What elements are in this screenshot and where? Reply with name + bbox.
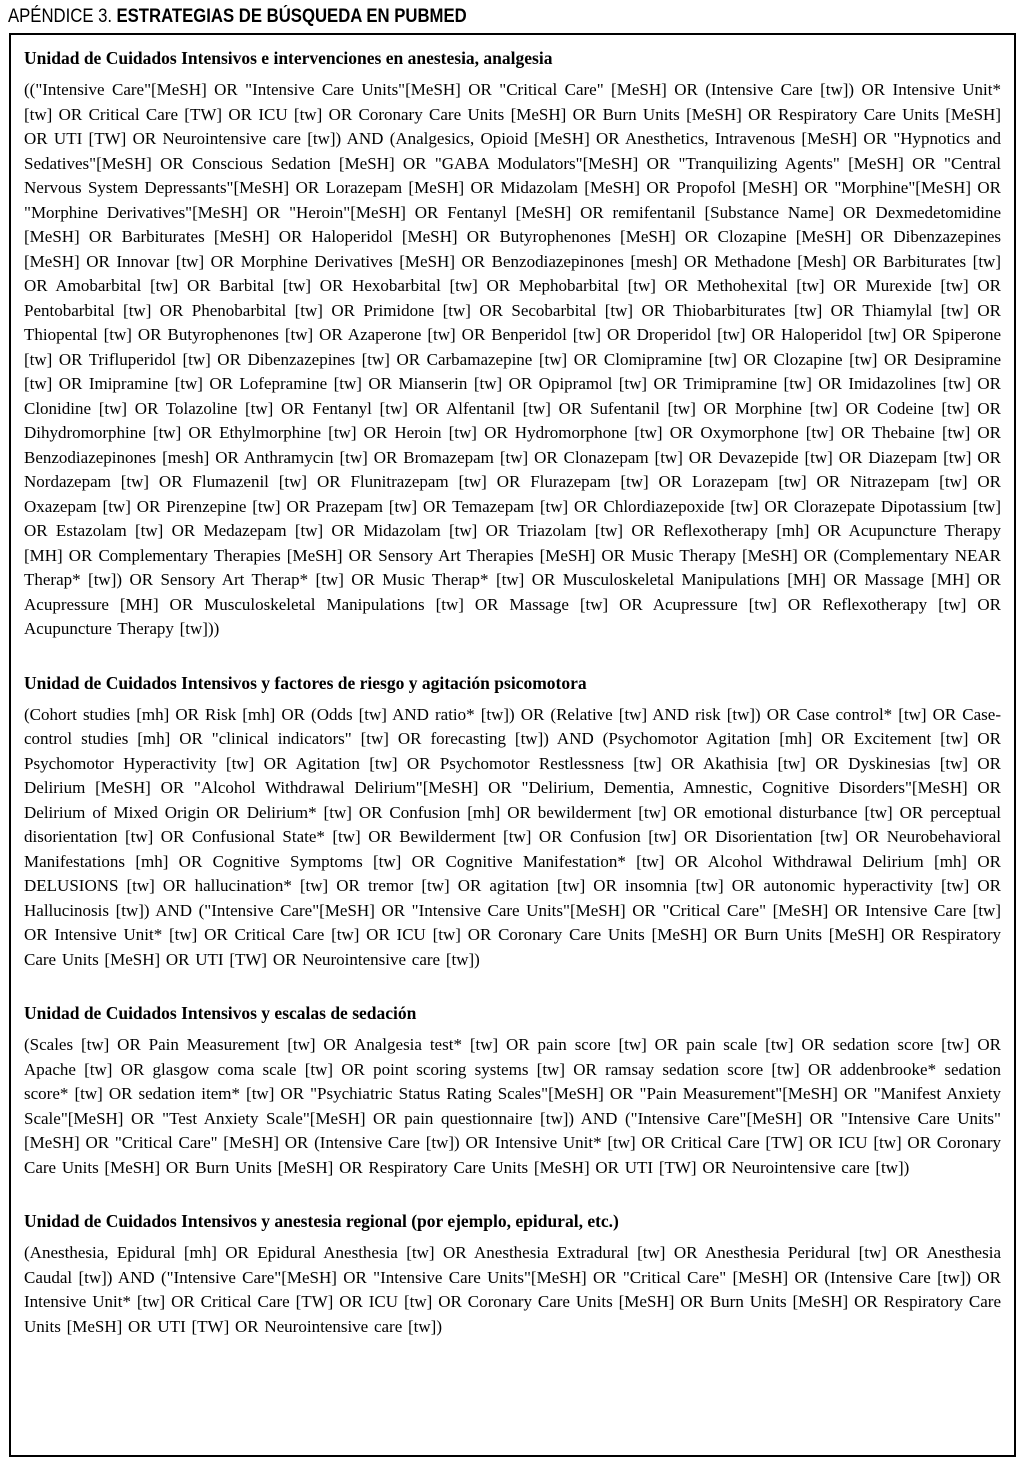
section-4-heading: Unidad de Cuidados Intensivos y anestesia regional (por ejemplo, epidural, etc.) [24,1211,619,1231]
section-3-heading: Unidad de Cuidados Intensivos y escalas de sedación [24,1003,417,1023]
page-title-prefix: APÉNDICE 3. [8,6,113,27]
section-4-query: (Anesthesia, Epidural [mh] OR Epidural Anesthesia [tw] OR Anesthesia Extradural [tw] OR Anesthesia Peridural [tw] OR Anesthesia Caudal [tw]) AND ("Intensive Care"[MeSH] OR "Intensive Care Units"[MeSH] OR "Critical Care" [MeSH] OR (Intensive Care [tw]) OR Intensive Unit* [tw] OR Critical Care [TW] OR ICU [tw] OR Coronary Care Units [MeSH] OR Burn Units [MeSH] OR Respiratory Care Units [MeSH] OR UTI [TW] OR Neurointensive care [tw]) [24,1243,1001,1336]
section-uci-intervenciones [24,47,1001,642]
section-1-heading: Unidad de Cuidados Intensivos e intervenciones en anestesia, analgesia [24,48,553,68]
section-uci-escalas-sedacion [24,1002,1001,1180]
section-2-query: (Cohort studies [mh] OR Risk [mh] OR (Odds [tw] AND ratio* [tw]) OR (Relative [tw] AND risk [tw]) OR Case control* [tw] OR Case-control studies [mh] OR "clinical indicators" [tw] OR forecasting [tw]) AND (Psychomotor Agitation [mh] OR Excitement [tw] OR Psychomotor Hyperactivity [tw] OR Agitation [tw] OR Psychomotor Restlessness [tw] OR Akathisia [tw] OR Dyskinesias [tw] OR Delirium [MeSH] OR "Alcohol Withdrawal Delirium"[MeSH] OR "Delirium, Dementia, Amnestic, Cognitive Disorders"[MeSH] OR Delirium of Mixed Origin OR Delirium* [tw] OR Confusion [mh] OR bewilderment [tw] OR emotional disturbance [tw] OR perceptual disorientation [tw] OR Confusional State* [tw] OR Bewilderment [tw] OR Confusion [tw] OR Disorientation [tw] OR Neurobehavioral Manifestations [mh] OR Cognitive Symptoms [tw] OR Cognitive Manifestation* [tw] OR Alcohol Withdrawal Delirium [mh] OR DELUSIONS [tw] OR hallucination* [tw] OR tremor [tw] OR agitation [tw] OR insomnia [tw] OR autonomic hyperactivity [tw] OR Hallucinosis [tw]) AND ("Intensive Care"[MeSH] OR "Intensive Care Units"[MeSH] OR "Critical Care" [MeSH] OR Intensive Care [tw] OR Intensive Unit* [tw] OR Critical Care [tw] OR ICU [tw] OR Coronary Care Units [MeSH] OR Burn Units [MeSH] OR Respiratory Care Units [MeSH] OR UTI [TW] OR Neurointensive care [tw]) [24,704,1001,969]
page-title-main: ESTRATEGIAS DE BÚSQUEDA EN PUBMED [116,6,467,27]
section-1-query: (("Intensive Care"[MeSH] OR "Intensive Care Units"[MeSH] OR "Critical Care" [MeSH] OR (Intensive Care [tw]) OR Intensive Unit* [tw] OR Critical Care [TW] OR ICU [tw] OR Coronary Care Units [MeSH] OR Burn Units [MeSH] OR Respiratory Care Units [MeSH] OR UTI [TW] OR Neurointensive care [tw]) AND (Analgesics, Opioid [MeSH] OR Anesthetics, Intravenous [MeSH] OR "Hypnotics and Sedatives"[MeSH] OR Conscious Sedation [MeSH] OR "GABA Modulators"[MeSH] OR "Tranquilizing Agents" [MeSH] OR "Central Nervous System Depressants"[MeSH] OR Lorazepam [MeSH] OR Midazolam [MeSH] OR Propofol [MeSH] OR "Morphine"[MeSH] OR "Morphine Derivatives"[MeSH] OR "Heroin"[MeSH] OR Fentanyl [MeSH] OR remifentanil [Substance Name] OR Dexmedetomidine [MeSH] OR Barbiturates [MeSH] OR Haloperidol [MeSH] OR Butyrophenones [MeSH] OR Clozapine [MeSH] OR Dibenzazepines [MeSH] OR Innovar [tw] OR Morphine Derivatives [MeSH] OR Benzodiazepinones [mesh] OR Methadone [Mesh] OR Barbiturates [tw] OR Amobarbital [tw] OR Barbital [tw] OR Hexobarbital [tw] OR Mephobarbital [tw] OR Methohexital [tw] OR Murexide [tw] OR Pentobarbital [tw] OR Phenobarbital [tw] OR Primidone [tw] OR Secobarbital [tw] OR Thiobarbiturates [tw] OR Thiamylal [tw] OR Thiopental [tw] OR Butyrophenones [tw] OR Azaperone [tw] OR Benperidol [tw] OR Droperidol [tw] OR Haloperidol [tw] OR Spiperone [tw] OR Trifluperidol [tw] OR Dibenzazepines [tw] OR Carbamazepine [tw] OR Clomipramine [tw] OR Clozapine [tw] OR Desipramine [tw] OR Imipramine [tw] OR Lofepramine [tw] OR Mianserin [tw] OR Opipramol [tw] OR Trimipramine [tw] OR Imidazolines [tw] OR Clonidine [tw] OR Tolazoline [tw] OR Fentanyl [tw] OR Alfentanil [tw] OR Sufentanil [tw] OR Morphine [tw] OR Codeine [tw] OR Dihydromorphine [tw] OR Ethylmorphine [tw] OR Heroin [tw] OR Hydromorphone [tw] OR Oxymorphone [tw] OR Thebaine [tw] OR Benzodiazepinones [mesh] OR Anthramycin [tw] OR Bromazepam [tw] OR Clonazepam [tw] OR Devazepide [tw] OR Diazepam [tw] OR Nordazepam [tw] OR Flumazenil [tw] OR Flunitrazepam [tw] OR Flurazepam [tw] OR Lorazepam [tw] OR Nitrazepam [tw] OR Oxazepam [tw] OR Pirenzepine [tw] OR Prazepam [tw] OR Temazepam [tw] OR Chlordiazepoxide [tw] OR Clorazepate Dipotassium [tw] OR Estazolam [tw] OR Medazepam [tw] OR Midazolam [tw] OR Triazolam [tw] OR Reflexotherapy [mh] OR Acupuncture Therapy [MH] OR Complementary Therapies [MeSH] OR Sensory Art Therapies [MeSH] OR Music Therapy [MeSH] OR (Complementary NEAR Therap* [tw]) OR Sensory Art Therap* [tw] OR Music Therap* [tw] OR Musculoskeletal Manipulations [MH] OR Massage [MH] OR Acupressure [MH] OR Musculoskeletal Manipulations [tw] OR Massage [tw] OR Acupressure [tw] OR Reflexotherapy [tw] OR Acupuncture Therapy [tw])) [24,80,1001,638]
section-2-heading: Unidad de Cuidados Intensivos y factores de riesgo y agitación psicomotora [24,672,587,693]
section-uci-factores-riesgo [24,672,1001,973]
page-title [8,5,467,29]
section-3-query: (Scales [tw] OR Pain Measurement [tw] OR Analgesia test* [tw] OR pain score [tw] OR pain scale [tw] OR sedation score [tw] OR Apache [tw] OR glasgow coma scale [tw] OR point scoring systems [tw] OR ramsay sedation score [tw] OR addenbrooke* sedation score* [tw] OR sedation item* [tw] OR "Psychiatric Status Rating Scales"[MeSH] OR "Pain Measurement"[MeSH] OR "Manifest Anxiety Scale"[MeSH] OR "Test Anxiety Scale"[MeSH] OR pain questionnaire [tw]) AND ("Intensive Care"[MeSH] OR "Intensive Care Units"[MeSH] OR "Critical Care" [MeSH] OR (Intensive Care [tw]) OR Intensive Unit* [tw] OR Critical Care [TW] OR ICU [tw] OR Coronary Care Units [MeSH] OR Burn Units [MeSH] OR Respiratory Care Units [MeSH] OR UTI [TW] OR Neurointensive care [tw]) [24,1035,1001,1177]
search-strategies-box [9,33,1016,1457]
section-uci-anestesia-regional [24,1210,1001,1339]
